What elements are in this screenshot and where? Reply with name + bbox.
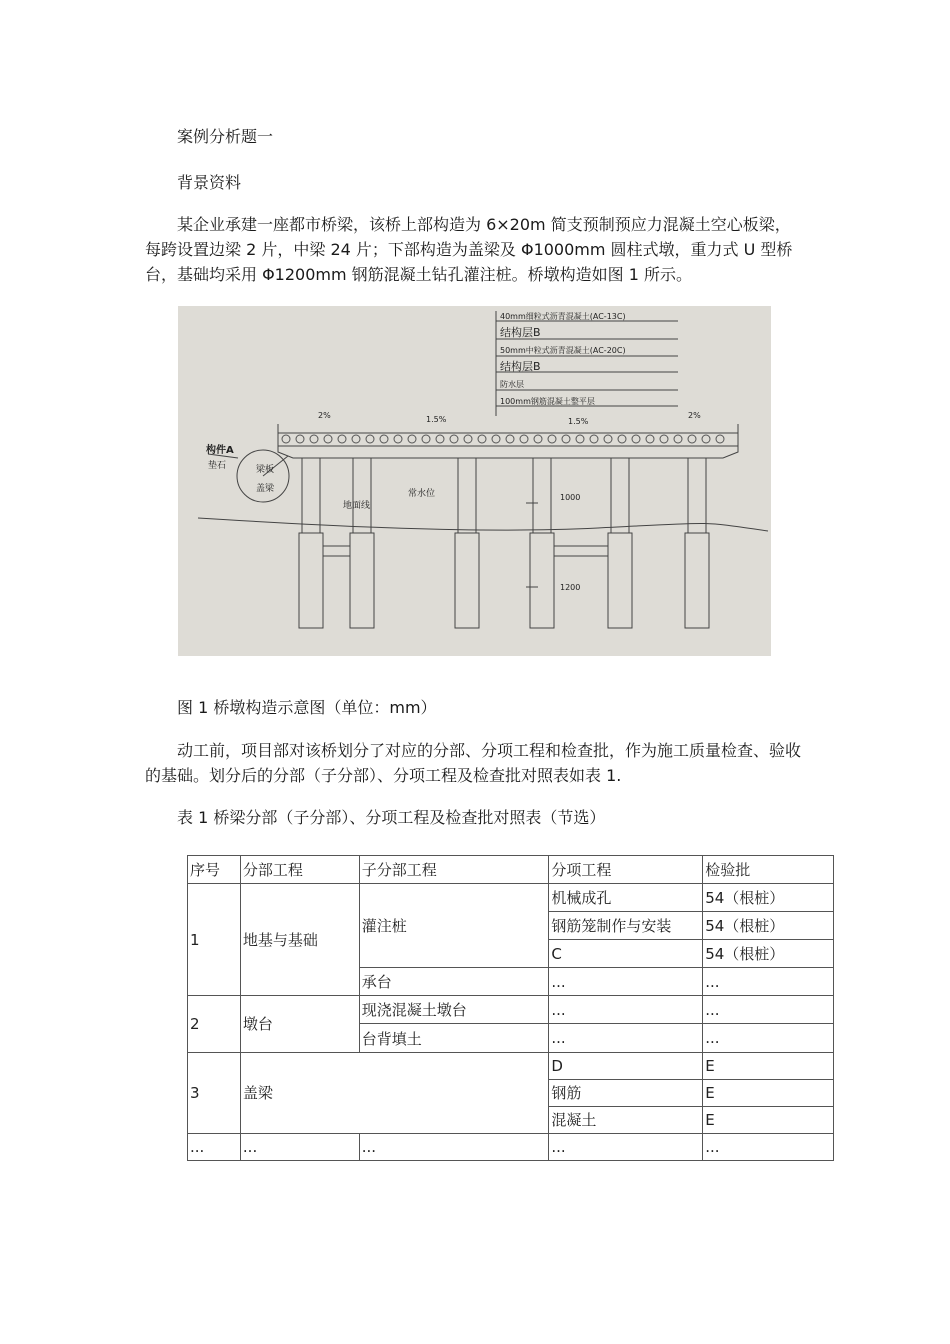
cell-batch: 54（根桩） xyxy=(703,940,834,968)
header-division: 分部工程 xyxy=(240,856,359,884)
cell-division: 地基与基础 xyxy=(240,884,359,996)
cell-number: ... xyxy=(188,1133,241,1160)
cell-batch: ... xyxy=(703,1024,834,1052)
table-caption: 表 1 桥梁分部（子分部）、分项工程及检查批对照表（节选） xyxy=(177,808,606,827)
cell-item: ... xyxy=(549,1133,703,1160)
component-a-label: 构件A xyxy=(206,445,234,456)
header-subdivision: 子分部工程 xyxy=(359,856,549,884)
table-row xyxy=(188,996,834,1024)
subheading-background: 背景资料 xyxy=(177,173,242,192)
cell-item: 机械成孔 xyxy=(549,884,703,912)
cell-item: 混凝土 xyxy=(549,1106,703,1133)
cell-subdivision: 台背填土 xyxy=(359,1024,549,1052)
cell-subdivision: ... xyxy=(359,1133,549,1160)
table-row xyxy=(188,884,834,912)
division-table xyxy=(187,855,834,1161)
pile-diameter-label: 1200 xyxy=(560,583,581,592)
table-row xyxy=(188,1052,834,1079)
header-item: 分项工程 xyxy=(549,856,703,884)
cell-subdivision: 承台 xyxy=(359,968,549,996)
beam-plate-label: 梁板 xyxy=(256,465,275,475)
slope-right-label: 2% xyxy=(688,411,701,420)
cap-beam-label: 盖梁 xyxy=(256,484,275,494)
slope-left-label: 2% xyxy=(318,411,331,420)
bearing-stone-label: 垫石 xyxy=(208,461,227,471)
cell-batch: ... xyxy=(703,996,834,1024)
cell-item: ... xyxy=(549,996,703,1024)
layer-2-label: 结构层B xyxy=(500,326,541,339)
header-batch: 检验批 xyxy=(703,856,834,884)
water-level-label: 常水位 xyxy=(408,489,436,499)
section-title: 案例分析题一 xyxy=(177,127,274,146)
paragraph-bridge-description: 某企业承建一座都市桥梁，该桥上部构造为 6×20m 简支预制预应力混凝土空心板梁，每跨设置边梁 2 片，中梁 24 片；下部构造为盖梁及 Φ1000mm 圆柱式墩，重力式 U 型桥台，基础均采用 Φ1200mm 钢筋混凝土钻孔灌注桩。桥墩构造如图 1 所示。 xyxy=(145,215,793,284)
cell-item: D xyxy=(549,1052,703,1079)
cell-batch: ... xyxy=(703,1133,834,1160)
cell-number: 2 xyxy=(188,996,241,1052)
cell-subdivision: 现浇混凝土墩台 xyxy=(359,996,549,1024)
cell-division: 墩台 xyxy=(240,996,359,1052)
layer-3-label: 50mm中粒式沥青混凝土(AC-20C) xyxy=(500,346,626,355)
slope-mid-left-label: 1.5% xyxy=(426,415,447,424)
column-diameter-label: 1000 xyxy=(560,493,581,502)
cell-item: ... xyxy=(549,1024,703,1052)
pier-structure-figure xyxy=(178,306,771,656)
cell-item: 钢筋 xyxy=(549,1079,703,1106)
cell-batch: E xyxy=(703,1106,834,1133)
cell-batch: E xyxy=(703,1079,834,1106)
table-row xyxy=(188,1133,834,1160)
ground-line-label: 地面线 xyxy=(343,501,371,511)
cell-batch: 54（根桩） xyxy=(703,884,834,912)
layer-5-label: 防水层 xyxy=(500,380,524,389)
cell-batch: ... xyxy=(703,968,834,996)
layer-6-label: 100mm钢筋混凝土整平层 xyxy=(500,397,595,406)
figure-caption: 图 1 桥墩构造示意图（单位：mm） xyxy=(177,698,437,717)
cell-item: C xyxy=(549,940,703,968)
table-header-row xyxy=(188,856,834,884)
cell-batch: E xyxy=(703,1052,834,1079)
cell-number: 3 xyxy=(188,1052,241,1133)
cell-batch: 54（根桩） xyxy=(703,912,834,940)
slope-mid-right-label: 1.5% xyxy=(568,417,589,426)
cell-item: 钢筋笼制作与安装 xyxy=(549,912,703,940)
cell-subdivision: 灌注桩 xyxy=(359,884,549,968)
cell-division: 盖梁 xyxy=(240,1052,548,1133)
cell-number: 1 xyxy=(188,884,241,996)
cell-division: ... xyxy=(240,1133,359,1160)
header-number: 序号 xyxy=(188,856,241,884)
paragraph-division-description: 动工前，项目部对该桥划分了对应的分部、分项工程和检查批，作为施工质量检查、验收的基础。划分后的分部（子分部）、分项工程及检查批对照表如表 1. xyxy=(145,741,802,785)
cell-item: ... xyxy=(549,968,703,996)
layer-4-label: 结构层B xyxy=(500,360,541,373)
layer-1-label: 40mm细粒式沥青混凝土(AC-13C) xyxy=(500,312,626,321)
